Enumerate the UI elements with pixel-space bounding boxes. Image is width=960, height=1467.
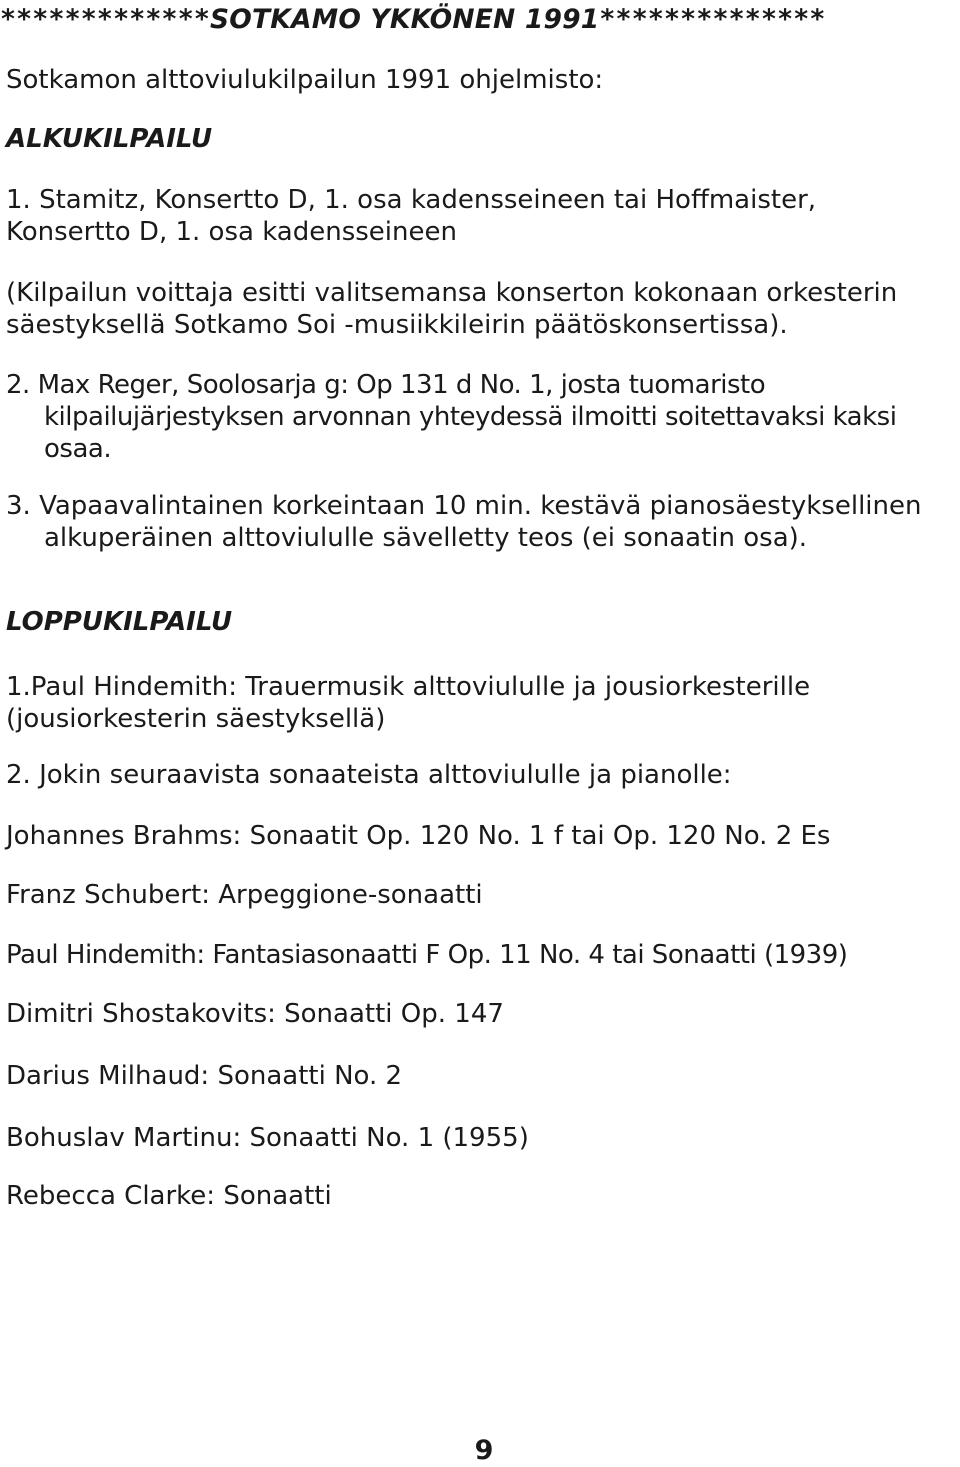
sonata-item: Paul Hindemith: Fantasiasonaatti F Op. 11 No. 4 tai Sonaatti (1939) <box>6 940 848 970</box>
sonata-item: Johannes Brahms: Sonaatit Op. 120 No. 1 f tai Op. 120 No. 2 Es <box>6 821 831 851</box>
section-heading-loppukilpailu: LOPPUKILPAILU <box>6 607 233 637</box>
sonata-item: Darius Milhaud: Sonaatti No. 2 <box>6 1061 403 1091</box>
sonata-item: Franz Schubert: Arpeggione-sonaatti <box>6 880 483 910</box>
sonata-item: Bohuslav Martinu: Sonaatti No. 1 (1955) <box>6 1123 529 1153</box>
sonata-item: Rebecca Clarke: Sonaatti <box>6 1181 332 1211</box>
page-number: 9 <box>474 1435 494 1466</box>
intro-text: Sotkamon alttoviulukilpailun 1991 ohjelmisto: <box>6 65 604 95</box>
title-stars-left: ************* <box>0 4 211 35</box>
title-stars-right: ************** <box>599 4 826 35</box>
sonata-item: Dimitri Shostakovits: Sonaatti Op. 147 <box>6 999 504 1029</box>
title-text: SOTKAMO YKKÖNEN 1991 <box>210 4 600 35</box>
prelim-item-2: 2. Max Reger, Soolosarja g: Op 131 d No. 1, josta tuomaristo kilpailujärjestyksen arvonnan yhteydessä ilmoitti soitettavaksi kaksi osaa. <box>6 370 897 464</box>
prelim-item-3: 3. Vapaavalintainen korkeintaan 10 min. kestävä pianosäestyksellinen alkuperäinen alttoviululle sävelletty teos (ei sonaatin osa). <box>6 491 922 553</box>
final-item-2: 2. Jokin seuraavista sonaateista alttoviululle ja pianolle: <box>6 760 732 790</box>
final-item-1: 1.Paul Hindemith: Trauermusik alttoviululle ja jousiorkesterille (jousiorkesterin säestyksellä) <box>6 672 811 734</box>
prelim-note: (Kilpailun voittaja esitti valitsemansa konserton kokonaan orkesterin säestyksellä Sotkamo Soi -musiikkileirin päätöskonsertissa). <box>6 278 898 340</box>
prelim-item-1: 1. Stamitz, Konsertto D, 1. osa kadensseineen tai Hoffmaister, Konsertto D, 1. osa kadensseineen <box>6 185 817 247</box>
section-heading-alkukilpailu: ALKUKILPAILU <box>6 124 213 154</box>
page-title <box>0 4 952 36</box>
